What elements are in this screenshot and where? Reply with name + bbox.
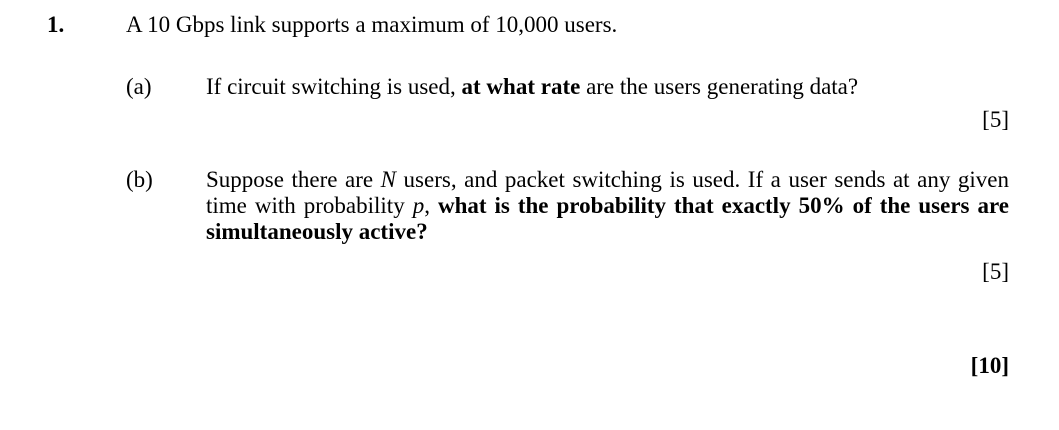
part-b-variable-p: p	[412, 193, 425, 218]
part-a-emphasis: at what rate	[461, 74, 581, 99]
part-b-marks: [5]	[982, 259, 1009, 284]
question-number: 1.	[47, 12, 65, 37]
part-a-text-segment: are the users generating data?	[580, 74, 859, 99]
question-stem: A 10 Gbps link supports a maximum of 10,000 users.	[126, 12, 618, 37]
part-b-text-segment: ,	[424, 193, 438, 218]
total-marks: [10]	[970, 353, 1009, 378]
part-a-text-segment: If circuit switching is used,	[206, 74, 462, 99]
part-b-text-segment: Suppose there are	[206, 167, 381, 192]
part-a-text	[206, 74, 1009, 100]
part-a-label: (a)	[126, 74, 152, 99]
part-b-text	[206, 167, 1009, 245]
part-b-label: (b)	[126, 167, 153, 192]
part-b-variable-n: N	[380, 167, 396, 192]
part-a-marks: [5]	[982, 107, 1009, 132]
part-b-text-segment: users, and packet switching is used. If a user sends at any given time with probability	[206, 167, 1009, 218]
part-b-emphasis: what is the probability that exactly 50% of the users are simultaneously active?	[206, 193, 1009, 244]
